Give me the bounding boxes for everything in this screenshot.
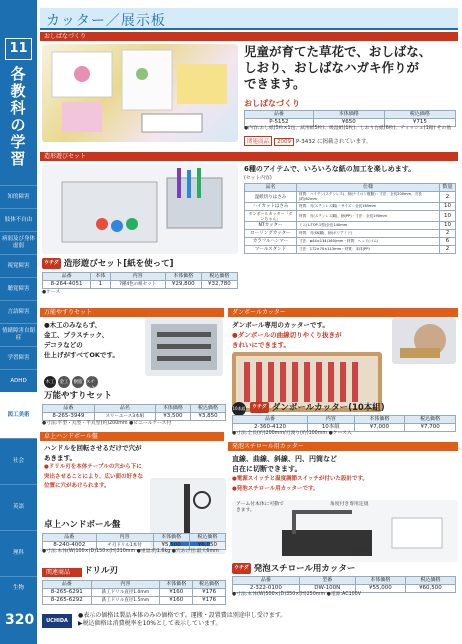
zokei-price-table: [42, 272, 238, 289]
col-header: 型番: [299, 577, 355, 585]
blurb-line: ●ドリル刃を本体テーブルの穴から下に: [44, 464, 142, 470]
col-header: 本体: [91, 273, 111, 281]
sidebar-item[interactable]: 知的障害: [0, 185, 37, 208]
file-blurb: [44, 320, 144, 360]
tag-badge: 金工: [58, 376, 70, 388]
col-header: 品番: [245, 111, 314, 119]
chapter-number: 11: [5, 38, 32, 60]
col-header: 内容: [307, 416, 354, 424]
section-header-zokei: 造形遊びセット: [40, 152, 458, 161]
col-header: 税込価格: [189, 534, 225, 542]
dan-product-name: [250, 402, 385, 414]
sidebar-item[interactable]: 生物: [0, 576, 37, 599]
cell: 2: [440, 230, 456, 238]
dan-usage-photo: [392, 318, 456, 364]
zokei-contents-table: [244, 183, 456, 254]
sidebar-nav: [0, 185, 37, 599]
table-row: [245, 230, 456, 238]
table-row: [245, 211, 456, 222]
cell: ¥3,500: [155, 413, 190, 421]
cell: 1: [91, 281, 111, 289]
cell: ¥6,050: [189, 542, 225, 550]
col-header: 品番: [43, 273, 91, 281]
blurb-line: きれいにできます。: [232, 341, 290, 349]
drill-note: ●寸法:本体(W)100×(D)150×(H)310mm ●重量:約1.6kg ●穴あけ径:最大6mm: [42, 549, 219, 554]
section-header-hassu: 発泡スチロール用カッター: [228, 442, 458, 451]
shiori-catchphrase: [244, 44, 431, 92]
blurb-line: ●ダンボールの曲線切りやくり抜きが: [232, 331, 342, 339]
table-row: [245, 238, 456, 246]
col-header: 税込価格: [190, 405, 225, 413]
footer-line: ●表示の価格は製品本体のみの価格です。運搬・設置費は別途申し受けます。: [78, 612, 287, 619]
blurb-line: ●発泡スチロール用カッターです。: [232, 486, 319, 492]
cell: ハイカットはさみ: [245, 203, 297, 211]
blurb-line: あきます。: [44, 453, 76, 462]
blurb-line: 位置に穴があけられます。: [44, 483, 110, 489]
cell: 2: [440, 192, 456, 203]
section-header-dan: ダンボールカッター: [228, 308, 458, 317]
cell: P-5152: [245, 119, 314, 127]
cell: ¥5,500: [153, 542, 189, 550]
catch-line: できます。: [244, 76, 306, 91]
cell: 6: [440, 238, 456, 246]
col-header: 本体価格: [355, 577, 405, 585]
blurb-line: ●電源スイッチと温度調節スイッチが付いた設計です。: [232, 476, 368, 482]
drill-product-name: 卓上ハンドボール盤: [44, 520, 121, 530]
brand-badge: ウチダ: [232, 563, 251, 574]
blurb-line: ●木工のみならず、: [44, 321, 102, 329]
pressed-flower-kit-illustration: [42, 44, 238, 142]
sidebar-item[interactable]: 社会: [0, 438, 37, 484]
cutting-hand-illustration: [392, 318, 456, 364]
cell: ¥3,850: [190, 413, 225, 421]
cell: 8-265-6292: [43, 597, 92, 605]
cell: 10: [440, 211, 456, 222]
col-header: 品番: [43, 534, 97, 542]
blurb-line: 自在に切断できます。: [232, 465, 302, 473]
related-code: 2009: [274, 138, 294, 146]
sidebar-item[interactable]: 肢体不自由: [0, 208, 37, 231]
zokei-set-label: (セット内容): [244, 176, 272, 181]
cell: ¥32,780: [201, 281, 237, 289]
col-header: 数量: [440, 184, 456, 192]
hassu-label-arm: アーム付本体に可動できます。: [236, 502, 284, 513]
cell: ¥715: [384, 119, 455, 127]
sidebar-item[interactable]: 学習障害: [0, 346, 37, 369]
cell: 8-264-4051: [43, 281, 91, 289]
product-title: 発泡スチロール用カッター: [253, 564, 356, 574]
table-row: [245, 203, 456, 211]
brand-badge: ウチダ: [42, 258, 61, 269]
sidebar-item[interactable]: 情緒障害自閉症: [0, 323, 37, 346]
table-row: [245, 192, 456, 203]
catch-line: 児童が育てた草花で、おしばな、: [244, 44, 432, 59]
cell: 10: [440, 203, 456, 211]
cell: ¥55,000: [355, 585, 405, 593]
related-text: P-3432 に掲載されています。: [296, 139, 372, 145]
shiori-product-name: おしばなづくり: [244, 99, 300, 108]
sidebar-item[interactable]: 病弱及び身体虚弱: [0, 231, 37, 254]
col-header: 品名: [94, 405, 155, 413]
col-header: 品番: [233, 416, 308, 424]
col-header: 税込価格: [193, 581, 226, 589]
zokei-intro: 6種のアイテムで、いろいろな紙の加工を楽しめます。: [244, 165, 416, 173]
zokei-photo: [42, 164, 238, 254]
cell: 湿紙切りはさみ: [245, 192, 297, 203]
cell: 8-265-3949: [43, 413, 95, 421]
cell: 10: [440, 222, 456, 230]
sidebar-item[interactable]: 英語: [0, 484, 37, 530]
cell: ¥160: [160, 597, 193, 605]
col-header: 内容: [96, 534, 153, 542]
table-row: [43, 413, 226, 421]
hassu-price-table: [232, 576, 456, 593]
blurb-line: 突出させることにより、広い面の好きな: [44, 473, 144, 480]
col-header: 税込価格: [384, 111, 455, 119]
table-row: [43, 597, 226, 605]
shiori-note: ●内容:おし紙(5枚×1包、試用紙5枚)、吸湿紙(1枚)、しおり台紙(6枚)、ティッシュ(1箱) その他: [244, 126, 452, 131]
col-header: 内容: [110, 273, 165, 281]
blurb-line: 金工、プラスチック、: [44, 331, 109, 339]
cell: チ刃ドリル1本付: [96, 542, 153, 550]
file-photo: [145, 318, 223, 376]
cell: 材質：刃(ステンレス鋼)・サイズ：全長165mm: [297, 203, 440, 211]
cell: 材質：ハイテン(ステンレス)、柄(ナイロン樹脂)・寸法：全長200mm、刃長(約)62mm: [297, 192, 440, 203]
cell: 2: [440, 246, 456, 254]
file-product-name: 万能やすりセット: [44, 391, 113, 401]
page-header: [40, 8, 458, 30]
col-header: 本体価格: [354, 416, 405, 424]
col-header: 内容: [91, 581, 160, 589]
hassu-note: ●寸法:本体(W)500×(D)350×(H)250mm ●電源:AC100V: [232, 592, 362, 597]
shiori-related: [244, 136, 372, 146]
cell: 8-265-6291: [43, 589, 92, 597]
cell: ミニ(L-TOP-1型)全長140mm: [297, 222, 440, 230]
tag-badge: 樹脂: [72, 376, 84, 388]
sidebar-item[interactable]: ADHD: [0, 369, 37, 392]
cell: ¥176: [193, 589, 226, 597]
catch-line: しおり、おしばなハガキ作りが: [244, 60, 420, 75]
cell: 鉄工ドリル直径1.5mm: [91, 597, 160, 605]
blurb-line: ダンボール専用のカッターです。: [232, 321, 329, 329]
table-row: [43, 281, 238, 289]
page-title: カッター／展示板: [46, 13, 166, 29]
dan-price-table: [232, 415, 456, 432]
file-tags: [44, 374, 98, 391]
cell: 材質：刃(SK鋼)、柄(ポリアミド): [297, 230, 440, 238]
blurb-line: デコラなどの: [44, 341, 83, 349]
product-title: 造形遊びセット[紙を使って]: [63, 259, 174, 269]
table-row: [43, 589, 226, 597]
col-header: 本体価格: [153, 534, 189, 542]
cell: ¥160: [160, 589, 193, 597]
col-header: 本体価格: [313, 111, 384, 119]
file-note: ●寸法:平型・丸型・半丸型(約)200mm ●ビニールケース付: [42, 421, 172, 426]
page-number: 320: [5, 612, 35, 628]
footer-line: ▶税込価格は消費税率を10%として表示しています。: [78, 620, 222, 627]
section-header-shiori: おしばなづくり: [40, 32, 458, 41]
col-header: 品名: [245, 184, 297, 192]
cell: スリーエース3本組: [94, 413, 155, 421]
tag-badge: 木工: [44, 376, 56, 388]
cell: 寸法：φ44×134(160)mm・材質：ヘッド(ゴム): [297, 238, 440, 246]
tag-badge: プラスチック: [86, 376, 98, 388]
blurb-line: 直線、曲線、斜線、円、円筒など: [232, 455, 337, 463]
chapter-title: 各教科の学習: [10, 65, 26, 168]
brand-logo: UCHIDA: [42, 614, 72, 628]
related-badge: 関連商品: [244, 136, 272, 146]
shiori-price-table: [244, 110, 456, 127]
hassu-label-center: センター固定金具: [330, 550, 369, 555]
cell: ¥7,700: [405, 424, 456, 432]
sidebar-item[interactable]: 言語障害: [0, 300, 37, 323]
count-badge: 10本組: [232, 402, 246, 416]
cell: ¥29,800: [165, 281, 201, 289]
cell: ローリングカッター: [245, 230, 297, 238]
col-header: 本体価格: [155, 405, 190, 413]
hassu-product-name: [232, 563, 355, 575]
brand-badge: ウチダ: [250, 402, 269, 413]
cell: カラフルハンマー: [245, 238, 297, 246]
sidebar-item-active[interactable]: 図工美術: [0, 392, 37, 438]
dan-blurb: [232, 320, 382, 350]
cell: ¥176: [193, 597, 226, 605]
cell: 2-360-4120: [233, 424, 308, 432]
blurb-line: ハンドルを回転させるだけで穴が: [44, 444, 142, 452]
col-header: 品番: [43, 581, 92, 589]
dan-note: ●寸法:全長(約)200mm/刃渡り(約)100mm ●ケース入: [232, 431, 352, 436]
col-header: 仕様: [297, 184, 440, 192]
cell: NTカッター: [245, 222, 297, 230]
cell: DW-100N: [299, 585, 355, 593]
cell: ダンボールカッター「ダンちゃん」: [245, 211, 297, 222]
cell: 10本組: [307, 424, 354, 432]
cell: ツールスタンド: [245, 246, 297, 254]
cell: ¥60,500: [405, 585, 455, 593]
section-header-file: 万能やすりセット: [40, 308, 224, 317]
file-set-illustration: [145, 318, 223, 376]
zokei-note: ●ケース: [42, 290, 61, 295]
zokei-product-name: [42, 258, 174, 270]
section-header-related: 関連商品: [42, 568, 82, 577]
drillbit-product-name: ドリル刃: [84, 566, 119, 576]
table-row: [245, 222, 456, 230]
sidebar-item[interactable]: 理科: [0, 530, 37, 576]
col-header: 税込価格: [405, 416, 456, 424]
col-header: 本体価格: [160, 581, 193, 589]
cell: 7種4色の組セット: [110, 281, 165, 289]
table-row: [245, 246, 456, 254]
blurb-line: 仕上げがすべてOKです。: [44, 351, 119, 359]
cell: 8-240-4002: [43, 542, 97, 550]
cell: 材質：刃(ステンレス鋼)、柄(PP)・寸法：全長190mm: [297, 211, 440, 222]
sidebar-item[interactable]: 視覚障害: [0, 254, 37, 277]
col-header: 税込価格: [405, 577, 455, 585]
col-header: 品番: [233, 577, 300, 585]
drillbit-price-table: [42, 580, 226, 605]
cell: 寸法：172×70×113mm・材質：本体(PP): [297, 246, 440, 254]
cell: ¥650: [313, 119, 384, 127]
shiori-photo: [42, 44, 238, 142]
col-header: 本体価格: [165, 273, 201, 281]
file-price-table: [42, 404, 226, 421]
sidebar-item[interactable]: 聴覚障害: [0, 277, 37, 300]
cell: 2-322-0100: [233, 585, 300, 593]
tool-set-illustration: [42, 164, 238, 254]
cell: 鉄工ドリル直径1.0mm: [91, 589, 160, 597]
drill-price-table: [42, 533, 226, 550]
section-header-drill: 卓上ハンドボール盤: [40, 432, 224, 441]
col-header: 品番: [43, 405, 95, 413]
hassu-blurb: [232, 454, 458, 494]
cell: ¥7,000: [354, 424, 405, 432]
sidebar: [0, 0, 37, 644]
product-title: ダンボールカッター(10本組): [271, 403, 385, 413]
footer-notes: [78, 612, 286, 628]
col-header: 税込価格: [201, 273, 237, 281]
hassu-label-ruler: 角度付き専用定規: [330, 502, 369, 507]
